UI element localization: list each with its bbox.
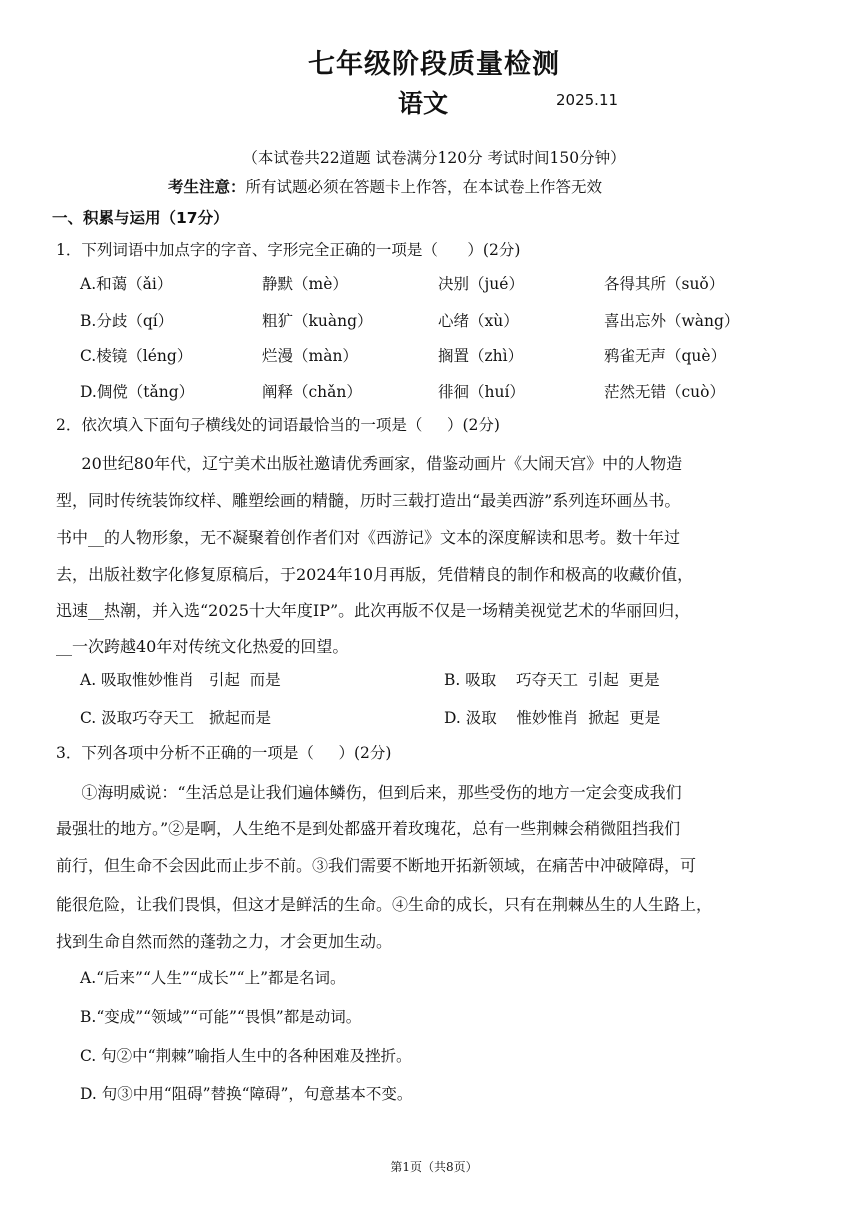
q1-option-b-4: 喜出忘外（wàng）: [604, 312, 740, 330]
q2-passage-line: 迅速__热潮，并入选“2025十大年度IP”。此次再版不仅是一场精美视觉艺术的华丽回归，: [56, 601, 691, 620]
q1-option-a-2: 静默（mè）: [262, 275, 348, 293]
q1-option-c-3: 搁置（zhì）: [438, 347, 524, 365]
q1-option-c-4: 鸦雀无声（què）: [604, 347, 727, 365]
q3-option-b: B.“变成”“领域”“可能”“畏惧”都是动词。: [80, 1008, 362, 1026]
q3-passage-line: 最强壮的地方。”②是啊，人生绝不是到处都盛开着玫瑰花，总有一些荆棘会稍微阻挡我们: [56, 819, 681, 838]
q1-option-d-1: D.倜傥（tǎng）: [80, 383, 195, 401]
exam-notice: [168, 175, 602, 197]
q2-passage-line: 去，出版社数字化修复原稿后，于2024年10月再版，凭借精良的制作和极高的收藏价值，: [56, 565, 694, 584]
q2-passage-line: __一次跨越40年对传统文化热爱的回望。: [56, 637, 349, 656]
notice-text: 所有试题必须在答题卡上作答，在本试卷上作答无效: [245, 178, 603, 196]
q2-option-a: A. 吸取惟妙惟肖 引起 而是: [80, 671, 281, 689]
q1-option-d-3: 徘徊（huí）: [438, 383, 525, 401]
q1-option-b-2: 粗犷（kuàng）: [262, 312, 373, 330]
q2-passage-line: 型，同时传统装饰纹样、雕塑绘画的精髓，历时三载打造出“最美西游”系列连环画丛书。: [56, 491, 681, 510]
q2-passage-line: 20世纪80年代，辽宁美术出版社邀请优秀画家，借鉴动画片《大闹天宫》中的人物造: [56, 454, 683, 473]
q3-passage-line: 找到生命自然而然的蓬勃之力，才会更加生动。: [56, 932, 393, 951]
notice-label: 考生注意：: [168, 178, 246, 196]
exam-subject: 语文: [398, 89, 449, 118]
exam-title: 七年级阶段质量检测: [308, 49, 560, 80]
q2-option-d: D. 汲取 惟妙惟肖 掀起 更是: [444, 709, 661, 727]
q1-option-b-1: B.分歧（qí）: [80, 312, 174, 330]
q3-passage-line: 能很危险，让我们畏惧，但这才是鲜活的生命。④生命的成长，只有在荆棘丛生的人生路上，: [56, 895, 713, 914]
q1-option-a-1: A.和蔼（ǎi）: [80, 275, 173, 293]
q1-option-a-4: 各得其所（suǒ）: [604, 275, 725, 293]
q1-option-d-2: 阐释（chǎn）: [262, 383, 362, 401]
question-2-stem: 2．依次填入下面句子横线处的词语最恰当的一项是（ ）(2分): [56, 416, 500, 434]
q2-option-b: B. 吸取 巧夺天工 引起 更是: [444, 671, 660, 689]
exam-info: （本试卷共22道题 试卷满分120分 考试时间150分钟）: [242, 149, 626, 167]
q3-passage-line: 前行，但生命不会因此而止步不前。③我们需要不断地开拓新领域，在痛苦中冲破障碍，可: [56, 856, 697, 875]
q1-option-c-1: C.棱镜（léng）: [80, 347, 193, 365]
section-title: 一、积累与运用（17分）: [52, 209, 229, 227]
q2-passage-line: 书中__的人物形象，无不凝聚着创作者们对《西游记》文本的深度解读和思考。数十年过: [56, 528, 681, 547]
q1-option-b-3: 心绪（xù）: [438, 312, 519, 330]
q1-option-c-2: 烂漫（màn）: [262, 347, 358, 365]
q2-option-c: C. 汲取巧夺天工 掀起而是: [80, 709, 271, 727]
exam-date: 2025.11: [556, 91, 619, 109]
question-3-stem: 3．下列各项中分析不正确的一项是（ ）(2分): [56, 744, 392, 762]
q1-option-d-4: 茫然无错（cuò）: [604, 383, 725, 401]
q3-option-d: D. 句③中用“阻碍”替换“障碍”，句意基本不变。: [80, 1085, 413, 1103]
q3-option-c: C. 句②中“荆棘”喻指人生中的各种困难及挫折。: [80, 1047, 412, 1065]
q3-option-a: A.“后来”“人生”“成长”“上”都是名词。: [80, 969, 346, 987]
question-1-stem: 1．下列词语中加点字的字音、字形完全正确的一项是（ ）(2分): [56, 241, 521, 259]
q3-passage-line: ①海明威说：“生活总是让我们遍体鳞伤，但到后来，那些受伤的地方一定会变成我们: [56, 783, 682, 802]
q1-option-a-3: 决别（jué）: [438, 275, 524, 293]
page-number: 第1页（共8页）: [390, 1160, 478, 1174]
